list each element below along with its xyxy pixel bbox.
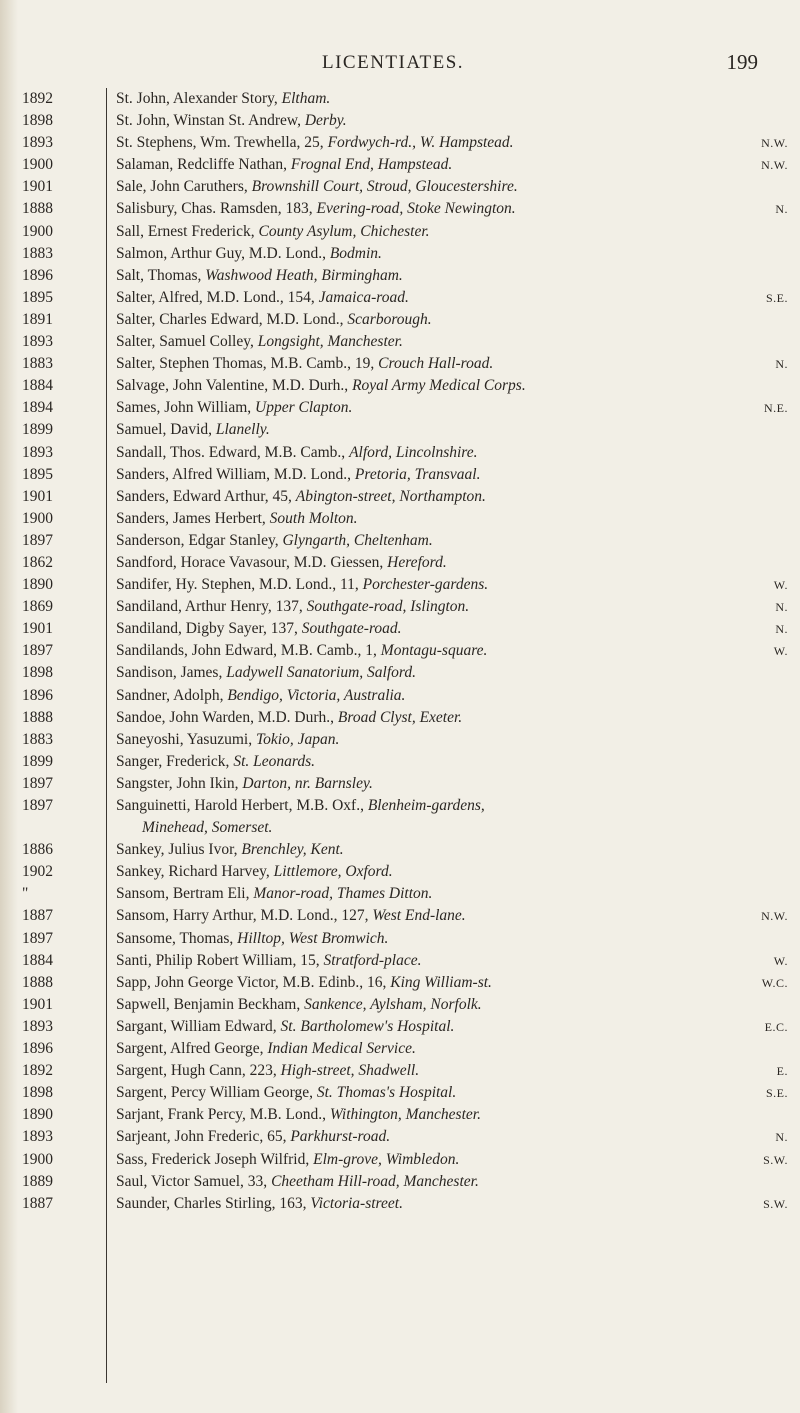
- entry-name: Sargent, Alfred George,: [116, 1040, 268, 1058]
- year-cell: 1901: [22, 487, 53, 505]
- entry-name: Sall, Ernest Frederick,: [116, 222, 259, 240]
- entry-row: [116, 530, 792, 552]
- postal-district: N.: [771, 618, 788, 640]
- entry-name: Sandilands, John Edward, M.B. Camb., 1,: [116, 642, 381, 660]
- entry-name: Sankey, Julius Ivor,: [116, 841, 242, 859]
- entry-address: Cheetham Hill-road, Manchester.: [271, 1172, 479, 1190]
- year-cell: 1883: [22, 355, 53, 373]
- year-cell: 1893: [22, 1017, 53, 1035]
- entry-row: [116, 1126, 792, 1148]
- entry-address: Manor-road, Thames Ditton.: [253, 885, 433, 903]
- entry-address: Southgate-road, Islington.: [306, 598, 470, 616]
- page-spine-shadow: [0, 0, 18, 1413]
- entry-name: Saneyoshi, Yasuzumi,: [116, 730, 256, 748]
- entry-row: [116, 552, 792, 574]
- entry-name: Sargent, Percy William George,: [116, 1084, 317, 1102]
- entry-row: [116, 110, 792, 132]
- year-cell: 1887: [22, 1194, 53, 1212]
- entry-address: Derby.: [304, 112, 347, 130]
- entry-name: St. Stephens, Wm. Trewhella, 25,: [116, 134, 328, 152]
- entry-name: Sapwell, Benjamin Beckham,: [116, 995, 305, 1013]
- year-cell: 1897: [22, 531, 53, 549]
- year-cell: 1896: [22, 1040, 53, 1058]
- year-cell: 1888: [22, 973, 53, 991]
- entry-name: Sargent, Hugh Cann, 223,: [116, 1062, 281, 1080]
- entry-row: [116, 994, 792, 1016]
- entry-address: Sankence, Aylsham, Norfolk.: [304, 995, 482, 1013]
- entry-address: County Asylum, Chichester.: [258, 222, 430, 240]
- year-cell: 1891: [22, 310, 53, 328]
- entry-address: Eltham.: [281, 90, 331, 107]
- entry-name: Sandiland, Digby Sayer, 137,: [116, 620, 302, 638]
- entry-row: [116, 1193, 792, 1215]
- entry-row: [116, 265, 792, 287]
- year-cell: 1896: [22, 686, 53, 704]
- entry-row: [116, 508, 792, 530]
- entry-address: Abington-street, Northampton.: [295, 487, 486, 505]
- entry-row: [116, 972, 792, 994]
- entry-address: Brownshill Court, Stroud, Gloucestershire.: [251, 178, 518, 196]
- entry-row: [116, 729, 792, 751]
- entry-row: [116, 309, 792, 331]
- entry-address: Minehead, Somerset.: [142, 819, 273, 837]
- entry-address: Jamaica-road.: [318, 288, 409, 306]
- entry-name: Sansom, Bertram Eli,: [116, 885, 254, 903]
- entry-name: Sarjant, Frank Percy, M.B. Lond.,: [116, 1106, 330, 1124]
- entry-row: [116, 905, 792, 927]
- year-cell: 1900: [22, 509, 53, 527]
- page-number: 199: [726, 50, 758, 74]
- entry-address: Upper Clapton.: [255, 399, 353, 417]
- year-cell: 1899: [22, 421, 53, 439]
- entry-row: [116, 795, 792, 817]
- entry-row: [116, 596, 792, 618]
- entry-name: Sangster, John Ikin,: [116, 774, 243, 792]
- entry-name: Sansom, Harry Arthur, M.D. Lond., 127,: [116, 907, 373, 925]
- entry-address: Longsight, Manchester.: [257, 333, 403, 351]
- entry-address: St. Bartholomew's Hospital.: [280, 1017, 455, 1035]
- year-cell: 1900: [22, 156, 53, 174]
- entry-address: Bodmin.: [329, 244, 382, 262]
- entry-row: [116, 574, 792, 596]
- year-cell: [22, 817, 102, 839]
- entry-address: Porchester-gardens.: [362, 576, 489, 594]
- entry-name: Sandison, James,: [116, 664, 227, 682]
- year-cell: 1901: [22, 620, 53, 638]
- entry-name: Salvage, John Valentine, M.D. Durh.,: [116, 377, 353, 395]
- entry-address: Royal Army Medical Corps.: [352, 377, 526, 395]
- entry-name: Sandford, Horace Vavasour, M.D. Giessen,: [116, 553, 388, 571]
- entry-address: South Molton.: [269, 509, 358, 527]
- year-cell: 1889: [22, 1172, 53, 1190]
- entries-column: [116, 88, 792, 1215]
- entry-row: [116, 1104, 792, 1126]
- year-cell: 1898: [22, 664, 53, 682]
- entry-address: Scarborough.: [347, 310, 432, 328]
- entry-row: [116, 861, 792, 883]
- year-cell: 1898: [22, 1084, 53, 1102]
- year-cell: 1896: [22, 266, 53, 284]
- entry-row: [116, 464, 792, 486]
- entry-row: [116, 685, 792, 707]
- entry-address: Evering-road, Stoke Newington.: [316, 200, 516, 218]
- entry-name: Sankey, Richard Harvey,: [116, 863, 274, 881]
- entry-name: Sandoe, John Warden, M.D. Durh.,: [116, 708, 338, 726]
- entry-name: Sandiland, Arthur Henry, 137,: [116, 598, 307, 616]
- year-cell: 1884: [22, 377, 53, 395]
- entry-address: Broad Clyst, Exeter.: [337, 708, 463, 726]
- entry-address: Stratford-place.: [323, 951, 422, 969]
- year-cell: 1894: [22, 399, 53, 417]
- entry-row: [116, 287, 792, 309]
- year-cell: 1899: [22, 752, 53, 770]
- entry-address: Llanelly.: [215, 421, 270, 439]
- year-cell: 1886: [22, 841, 53, 859]
- year-cell: 1890: [22, 576, 53, 594]
- entry-address: Pretoria, Transvaal.: [354, 465, 481, 483]
- entry-row: [116, 662, 792, 684]
- postal-district: W.C.: [758, 972, 788, 994]
- entry-row: [116, 353, 792, 375]
- entry-address: Brenchley, Kent.: [241, 841, 344, 859]
- entry-name: Sale, John Caruthers,: [116, 178, 252, 196]
- entry-row: [116, 397, 792, 419]
- year-cell: 1888: [22, 200, 53, 218]
- year-cell: 1897: [22, 929, 53, 947]
- year-cell: 1890: [22, 1106, 53, 1124]
- postal-district: S.E.: [762, 287, 788, 309]
- page-header: [0, 52, 800, 76]
- entry-name: Sanders, Edward Arthur, 45,: [116, 487, 296, 505]
- entry-row: [116, 88, 792, 110]
- entry-address: Victoria-street.: [310, 1194, 403, 1212]
- postal-district: N.E.: [760, 397, 788, 419]
- entry-row: [116, 883, 792, 905]
- entry-name: Sansome, Thomas,: [116, 929, 238, 947]
- year-cell: 1888: [22, 708, 53, 726]
- entry-name: Sargant, William Edward,: [116, 1017, 281, 1035]
- postal-district: N.: [771, 198, 788, 220]
- entry-address: King William-st.: [390, 973, 492, 991]
- year-cell: 1897: [22, 642, 53, 660]
- entry-name: Salter, Stephen Thomas, M.B. Camb., 19,: [116, 355, 379, 373]
- entry-name: Sapp, John George Victor, M.B. Edinb., 16,: [116, 973, 391, 991]
- year-cell: 1893: [22, 333, 53, 351]
- entry-row: [116, 817, 792, 839]
- postal-district: W.: [770, 950, 788, 972]
- entry-name: Salter, Samuel Colley,: [116, 333, 258, 351]
- postal-district: N.: [771, 1126, 788, 1148]
- year-cell: 1897: [22, 797, 53, 814]
- entry-name: Salt, Thomas,: [116, 266, 206, 284]
- entry-address: Alford, Lincolnshire.: [349, 443, 478, 461]
- entry-address: Withington, Manchester.: [329, 1106, 481, 1124]
- entry-address: Darton, nr. Barnsley.: [242, 774, 373, 792]
- year-cell: 1900: [22, 222, 53, 240]
- entry-row: [116, 618, 792, 640]
- entry-row: [116, 773, 792, 795]
- entry-address: Southgate-road.: [301, 620, 402, 638]
- entry-row: [116, 221, 792, 243]
- entry-row: [116, 176, 792, 198]
- entry-row: [116, 950, 792, 972]
- entry-row: [116, 198, 792, 220]
- entry-row: [116, 154, 792, 176]
- year-cell: 1883: [22, 730, 53, 748]
- entry-name: Salter, Charles Edward, M.D. Lond.,: [116, 310, 348, 328]
- year-cell: 1895: [22, 465, 53, 483]
- entry-address: Indian Medical Service.: [267, 1040, 416, 1058]
- entry-row: [116, 707, 792, 729]
- entry-address: Parkhurst-road.: [290, 1128, 391, 1146]
- entry-address: Elm-grove, Wimbledon.: [313, 1150, 460, 1168]
- entry-address: West End-lane.: [372, 907, 466, 925]
- postal-district: N.: [771, 596, 788, 618]
- year-cell: 1901: [22, 178, 53, 196]
- postal-district: S.W.: [759, 1149, 788, 1171]
- postal-district: W.: [770, 640, 788, 662]
- postal-district: N.W.: [757, 154, 788, 176]
- postal-district: S.E.: [762, 1082, 788, 1104]
- year-cell: 1884: [22, 951, 53, 969]
- entry-row: [116, 1082, 792, 1104]
- entry-name: St. John, Alexander Story,: [116, 90, 282, 107]
- year-cell: 1898: [22, 112, 53, 130]
- entry-address: St. Thomas's Hospital.: [316, 1084, 457, 1102]
- entry-address: Tokio, Japan.: [255, 730, 340, 748]
- entry-name: Saunder, Charles Stirling, 163,: [116, 1194, 311, 1212]
- entry-name: Sanders, James Herbert,: [116, 509, 270, 527]
- entry-name: Sanger, Frederick,: [116, 752, 234, 770]
- entry-row: [116, 375, 792, 397]
- year-cell: 1902: [22, 863, 53, 881]
- year-column: [22, 88, 102, 1215]
- entry-name: Salisbury, Chas. Ramsden, 183,: [116, 200, 317, 218]
- year-cell: 1869: [22, 598, 53, 616]
- year-cell: 1892: [22, 1062, 53, 1080]
- entry-row: [116, 486, 792, 508]
- postal-district: S.W.: [759, 1193, 788, 1215]
- entry-address: High-street, Shadwell.: [280, 1062, 420, 1080]
- entry-row: [116, 751, 792, 773]
- year-cell: 1862: [22, 553, 53, 571]
- entry-name: Sass, Frederick Joseph Wilfrid,: [116, 1150, 314, 1168]
- postal-district: N.: [771, 353, 788, 375]
- entry-name: Sarjeant, John Frederic, 65,: [116, 1128, 291, 1146]
- entry-row: [116, 419, 792, 441]
- entry-row: [116, 243, 792, 265]
- year-cell: 1900: [22, 1150, 53, 1168]
- running-title: LICENTIATES.: [322, 52, 465, 73]
- entry-address: Fordwych-rd., W. Hampstead.: [327, 134, 514, 152]
- entry-name: Sandifer, Hy. Stephen, M.D. Lond., 11,: [116, 576, 363, 594]
- entry-row: [116, 1171, 792, 1193]
- entry-address: Glyngarth, Cheltenham.: [282, 531, 433, 549]
- entry-address: Littlemore, Oxford.: [273, 863, 393, 881]
- entry-row: [116, 1038, 792, 1060]
- entry-name: Sanguinetti, Harold Herbert, M.B. Oxf.,: [116, 797, 368, 814]
- entry-name: Sanders, Alfred William, M.D. Lond.,: [116, 465, 355, 483]
- year-cell: ": [22, 885, 29, 903]
- postal-district: E.C.: [761, 1016, 788, 1038]
- entry-name: Saul, Victor Samuel, 33,: [116, 1172, 272, 1190]
- entry-name: Santi, Philip Robert William, 15,: [116, 951, 324, 969]
- year-cell: 1895: [22, 288, 53, 306]
- entry-row: [116, 331, 792, 353]
- entry-address: Frognal End, Hampstead.: [290, 156, 453, 174]
- entry-row: [116, 928, 792, 950]
- year-cell: 1883: [22, 244, 53, 262]
- entry-name: Sanderson, Edgar Stanley,: [116, 531, 283, 549]
- entry-name: Sandner, Adolph,: [116, 686, 228, 704]
- entry-address: Hilltop, West Bromwich.: [237, 929, 389, 947]
- entry-name: Sames, John William,: [116, 399, 256, 417]
- column-divider: [106, 88, 107, 1383]
- entry-row: [116, 132, 792, 154]
- entry-name: Sandall, Thos. Edward, M.B. Camb.,: [116, 443, 350, 461]
- entry-row: [116, 640, 792, 662]
- year-cell: 1892: [22, 90, 53, 107]
- year-cell: 1887: [22, 907, 53, 925]
- entry-name: Samuel, David,: [116, 421, 216, 439]
- entry-row: [116, 442, 792, 464]
- postal-district: N.W.: [757, 905, 788, 927]
- year-cell: 1893: [22, 134, 53, 152]
- entry-address: Blenheim-gardens,: [367, 797, 485, 814]
- entry-address: Hereford.: [387, 553, 447, 571]
- entry-address: Ladywell Sanatorium, Salford.: [226, 664, 416, 682]
- entry-address: Bendigo, Victoria, Australia.: [227, 686, 406, 704]
- entry-address: St. Leonards.: [233, 752, 315, 770]
- year-cell: 1901: [22, 995, 53, 1013]
- year-cell: 1893: [22, 443, 53, 461]
- entry-row: [116, 1149, 792, 1171]
- entry-row: [116, 839, 792, 861]
- entry-row: [116, 1060, 792, 1082]
- entry-name: Salter, Alfred, M.D. Lond., 154,: [116, 288, 319, 306]
- entry-row: [116, 1016, 792, 1038]
- entry-name: St. John, Winstan St. Andrew,: [116, 112, 305, 130]
- postal-district: E.: [773, 1060, 788, 1082]
- entry-address: Crouch Hall-road.: [378, 355, 494, 373]
- postal-district: W.: [770, 574, 788, 596]
- entry-name: Salmon, Arthur Guy, M.D. Lond.,: [116, 244, 330, 262]
- entry-name: Salaman, Redcliffe Nathan,: [116, 156, 291, 174]
- entry-address: Washwood Heath, Birmingham.: [205, 266, 403, 284]
- year-cell: 1893: [22, 1128, 53, 1146]
- postal-district: N.W.: [757, 132, 788, 154]
- entry-address: Montagu-square.: [380, 642, 488, 660]
- year-cell: 1897: [22, 774, 53, 792]
